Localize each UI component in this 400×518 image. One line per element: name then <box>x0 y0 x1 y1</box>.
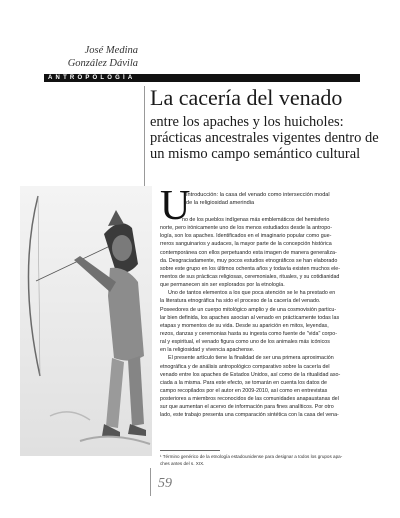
author-name-line-2: González Dávila <box>67 58 138 69</box>
body-line: rreros sanguinarios y audaces, la mayor parte de la concepción histórica <box>160 241 332 248</box>
page-number-rule <box>150 468 151 496</box>
body-line: ciada a la misma. Para este efecto, se tomarán en cuenta los datos de <box>160 379 327 386</box>
article-subtitle-line-2: prácticas ancestrales vigentes dentro de <box>150 130 379 146</box>
body-line: contemporánea con ellos perpetuando esta imagen de manera generaliza- <box>160 249 337 256</box>
body-line: no de los pueblos indígenas más emblemáticos del hemisferio <box>182 217 330 223</box>
body-line: sur que aumentan el acervo de información para fines analíticos. Por otro <box>160 404 334 411</box>
footnote-rule <box>160 450 220 451</box>
body-line: Uno de tantos elementos a los que poca atención se le ha prestado en <box>168 290 336 297</box>
body-line: El presente artículo tiene la finalidad de ser una primera aproximación <box>168 355 334 362</box>
section-label: ANTROPOLOGÍA <box>48 75 136 81</box>
body-line: da. Desgraciadamente, muy pocos estudios etnográficos se han elaborado <box>160 257 338 264</box>
intro-heading-line-1: Introducción: la casa del venado como intersección modal <box>186 192 330 198</box>
article-subtitle-line-1: entre los apaches y los huicholes: <box>150 114 344 130</box>
body-line: posteriores a miembros reconocidos de las comunidades anapaustanas del <box>160 396 339 403</box>
body-line: la literatura etnográfica ha sido el proceso de la cacería del venado. <box>160 298 321 305</box>
body-line: etnográfica y de análisis antropológico comparativo sobre la cacería del <box>160 363 330 370</box>
footnote-line-2: ches antes del s. XIX. <box>160 461 205 466</box>
intro-heading-line-2: de la religiosidad amerindia <box>186 200 255 206</box>
drop-cap: U <box>160 183 191 229</box>
footnote-line-1: ¹ Término genérico de la etnología estadounidense para designar a todos los grupos apa- <box>160 454 343 459</box>
body-line: logía, son los apaches. Identificados en el imaginario popular como gue- <box>160 233 332 240</box>
body-line: que permanecen sin ser explorados por la etnología. <box>160 282 285 289</box>
body-line: norte, pero irónicamente uno de los menos estudiados desde la antropo- <box>160 225 332 232</box>
body-line: sobre este grupo en los últimos ochenta años y todavía existen muchos ele- <box>160 265 341 272</box>
article-subtitle-line-3: un mismo campo semántico cultural <box>150 146 361 162</box>
body-line: rezos, danzas y ceremonias hasta su ingesta como fuente de "vida" corpo- <box>160 330 337 337</box>
body-line: campo recopilados por el autor en 2009-2010, así como en entrevistas <box>160 387 328 394</box>
article-title: La cacería del venado <box>150 85 343 110</box>
body-line: en la religiosidad y vivencia apachense. <box>160 347 255 354</box>
author-name-line-1: José Medina <box>84 45 138 56</box>
body-line: Poseedores de un cuerpo mitológico amplio y de una cosmovisión particu- <box>160 306 337 313</box>
body-text <box>160 216 360 420</box>
title-divider <box>144 86 145 186</box>
archer-illustration <box>20 186 152 456</box>
body-line: lar bien definida, los apaches asocian al venado en prácticamente todas las <box>160 314 340 321</box>
body-line: etapas y momentos de su vida. Desde su aparición en mitos, leyendas, <box>160 322 329 329</box>
body-line: lado, este trabajo presenta una comparación sintética con la casa del vena- <box>160 412 339 419</box>
body-line: mentos de sus prácticas religiosas, ceremoniales, rituales, y su cotidianidad <box>160 273 340 280</box>
page-number: 59 <box>158 476 172 491</box>
body-line: ral y espiritual, el venado figura como uno de los animales más icónicos <box>160 339 330 346</box>
body-line: venado entre los apaches de Estados Unidos, así como de la ritualidad aso- <box>160 371 341 378</box>
